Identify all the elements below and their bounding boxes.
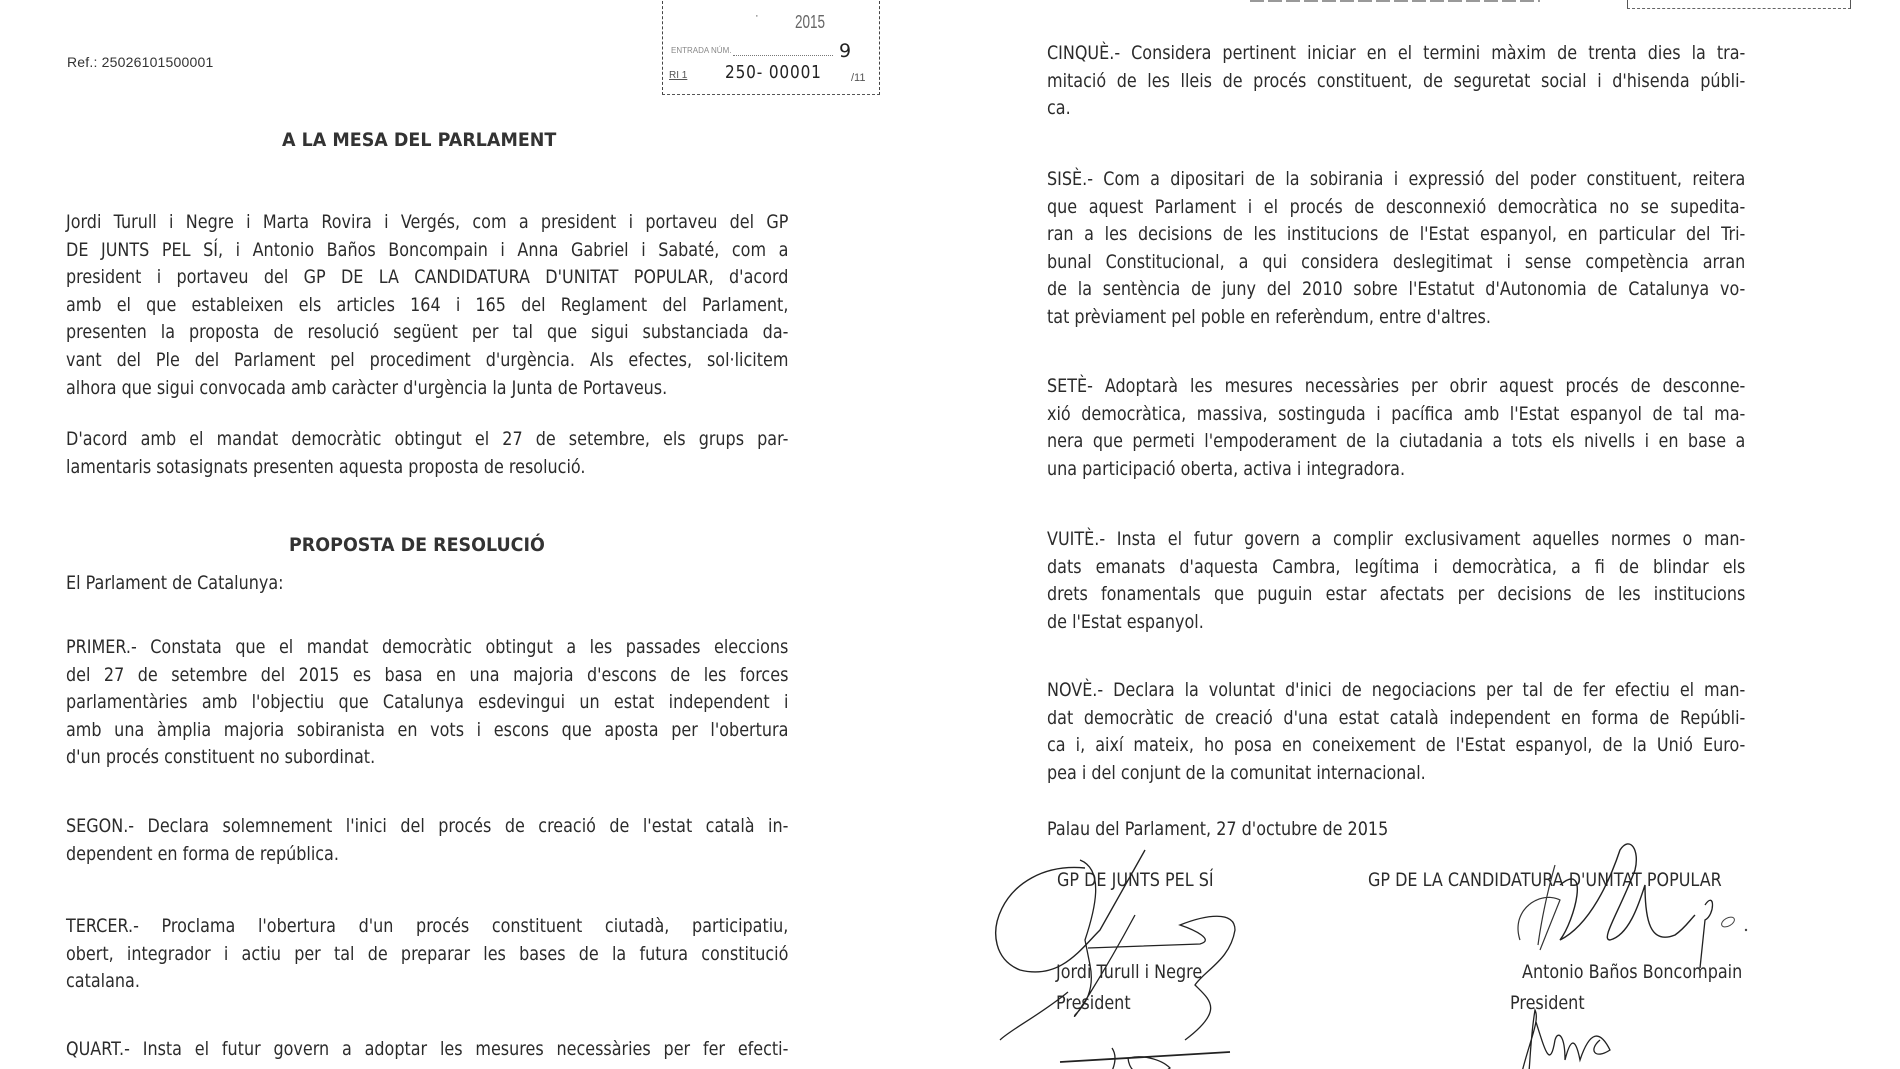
text-line: alhora que sigui convocada amb caràcter d'urgència la Junta de Portaveus. (66, 377, 668, 399)
signatory-group-cup: GP DE LA CANDIDATURA D'UNITAT POPULAR (1368, 870, 1722, 891)
text-line: SISÈ.- Com a dipositari de la sobirania i expressió del poder constituent, reitera (1047, 169, 1746, 190)
clause-vuite (1047, 526, 1861, 636)
stamp-entry-value: 9 (839, 40, 852, 62)
clause-primer (66, 634, 903, 772)
stamp-dots (733, 54, 833, 56)
signatory-role-turull: President (1056, 993, 1131, 1014)
text-line: nera que permeti l'empoderament de la ciutadania a tots els nivells i en base a (1047, 431, 1746, 453)
signatory-name-banos: Antonio Baños Boncompain (1522, 962, 1743, 983)
text-line: SETÈ- Adoptarà les mesures necessàries per obrir aquest procés de desconne- (1047, 376, 1746, 397)
text-line: ca. (1047, 98, 1071, 120)
text-line: presenten la proposta de resolució següent per tal que sigui substanciada da- (66, 322, 789, 344)
text-line: del 27 de setembre del 2015 es basa en una majoria d'escons de les forces (66, 664, 789, 686)
text-line: de l'Estat espanyol. (1047, 611, 1204, 633)
stamp-mark: · (755, 10, 759, 22)
text-line: pea i del conjunt de la comunitat internacional. (1047, 762, 1426, 784)
text-line: d'un procés constituent no subordinat. (66, 747, 376, 769)
mandate-paragraph (66, 426, 903, 481)
clause-quart (66, 1036, 903, 1064)
text-line: DE JUNTS PEL SÍ, i Antonio Baños Boncompain i Anna Gabriel i Sabaté, com a (66, 239, 789, 261)
text-line: catalana. (66, 971, 140, 993)
text-line: El Parlament de Catalunya: (66, 573, 284, 594)
text-line: dats emanats d'aquesta Cambra, legítima i democràtica, a fi de blindar els (1047, 556, 1746, 578)
clause-nove (1047, 677, 1861, 787)
text-line: TERCER.- Proclama l'obertura d'un procés constituent ciutadà, participatiu, (66, 916, 789, 937)
text-line: NOVÈ.- Declara la voluntat d'inici de negociacions per tal de fer efectiu el man- (1047, 680, 1746, 701)
text-line: lamentaris sotasignats presenten aquesta proposta de resolució. (66, 456, 586, 478)
clause-cinque (1047, 40, 1861, 123)
signatory-name-turull: Jordi Turull i Negre (1056, 962, 1203, 983)
cropped-header-text (1250, 0, 1540, 2)
text-line: dependent en forma de república. (66, 843, 339, 865)
stamp-date: 2015 (795, 12, 826, 32)
signature-turull (980, 840, 1300, 1069)
text-line: de la sentència de juny del 2010 sobre l'Estatut d'Autonomia de Catalunya vo- (1047, 279, 1746, 301)
heading-mesa: A LA MESA DEL PARLAMENT (282, 129, 557, 151)
text-line: tat prèviament pel poble en referèndum, entre d'altres. (1047, 306, 1491, 328)
preamble (66, 570, 903, 598)
heading-proposta: PROPOSTA DE RESOLUCIÓ (289, 534, 545, 556)
clause-sete (1047, 373, 1861, 483)
clause-sise (1047, 166, 1861, 332)
text-line: drets fonamentals que puguin estar afectats per decisions de les institucions (1047, 584, 1746, 606)
text-line: que aquest Parlament i el procés de desconnexió democràtica no se supedita- (1047, 196, 1746, 218)
clause-tercer (66, 913, 903, 996)
text-line: president i portaveu del GP DE LA CANDIDATURA D'UNITAT POPULAR, d'acord (66, 267, 789, 289)
stamp-suffix: /11 (851, 72, 866, 84)
intro-paragraph (66, 209, 903, 402)
text-line: QUART.- Insta el futur govern a adoptar les mesures necessàries per fer efecti- (66, 1039, 789, 1060)
text-line: xió democràtica, massiva, sostinguda i pacífica amb l'Estat espanyol de tal ma- (1047, 403, 1746, 425)
text-line: dat democràtic de creació d'una estat català independent en forma de Repúbli- (1047, 707, 1746, 729)
text-line: PRIMER.- Constata que el mandat democràtic obtingut a les passades eleccions (66, 637, 789, 658)
text-line: ca i, així mateix, ho posa en coneixement de l'Estat espanyol, de la Unió Euro- (1047, 735, 1746, 757)
text-line: ran a les decisions de les institucions de l'Estat espanyol, en particular del Tri- (1047, 224, 1746, 246)
text-line: D'acord amb el mandat democràtic obtingut el 27 de setembre, els grups par- (66, 429, 789, 450)
text-line: parlamentàries amb l'objectiu que Catalunya esdevingui un estat independent i (66, 692, 789, 714)
registry-stamp (662, 0, 880, 95)
text-line: obert, integrador i actiu per tal de preparar les bases de la futura constitució (66, 943, 789, 965)
text-line: Jordi Turull i Negre i Marta Rovira i Vergés, com a president i portaveu del GP (66, 212, 789, 233)
signatory-role-banos: President (1510, 993, 1585, 1014)
clause-segon (66, 813, 903, 868)
text-line: amb el que estableixen els articles 164 i 165 del Reglament del Parlament, (66, 294, 789, 316)
text-line: una participació oberta, activa i integradora. (1047, 458, 1406, 480)
signatory-group-junts: GP DE JUNTS PEL SÍ (1057, 870, 1214, 891)
stamp-entry-label: ENTRADA NÚM. (671, 46, 732, 55)
text-line: vant del Ple del Parlament pel procediment d'urgència. Als efectes, sol·licitem (66, 349, 789, 371)
stamp-reg-value: 250- 00001 (725, 62, 822, 83)
text-line: amb una àmplia majoria sobiranista en vots i escons que aposta per l'obertura (66, 719, 789, 741)
reference-number: Ref.: 25026101500001 (67, 54, 214, 70)
text-line: SEGON.- Declara solemnement l'inici del procés de creació de l'estat català in- (66, 816, 789, 837)
signature-banos (1500, 840, 1840, 1069)
text-line: Palau del Parlament, 27 d'octubre de 2015 (1047, 819, 1389, 840)
text-line: mitació de les lleis de procés constituent, de seguretat social i d'hisenda públi- (1047, 70, 1746, 92)
text-line: bunal Constitucional, a qui considera deslegitimat i sense competència arran (1047, 251, 1746, 273)
stamp-reg-label: RI 1 (669, 70, 688, 81)
text-line: CINQUÈ.- Considera pertinent iniciar en el termini màxim de trenta dies la tra- (1047, 43, 1746, 64)
text-line: VUITÈ.- Insta el futur govern a complir exclusivament aquelles normes o man- (1047, 529, 1746, 550)
registry-stamp-partial (1627, 0, 1851, 9)
